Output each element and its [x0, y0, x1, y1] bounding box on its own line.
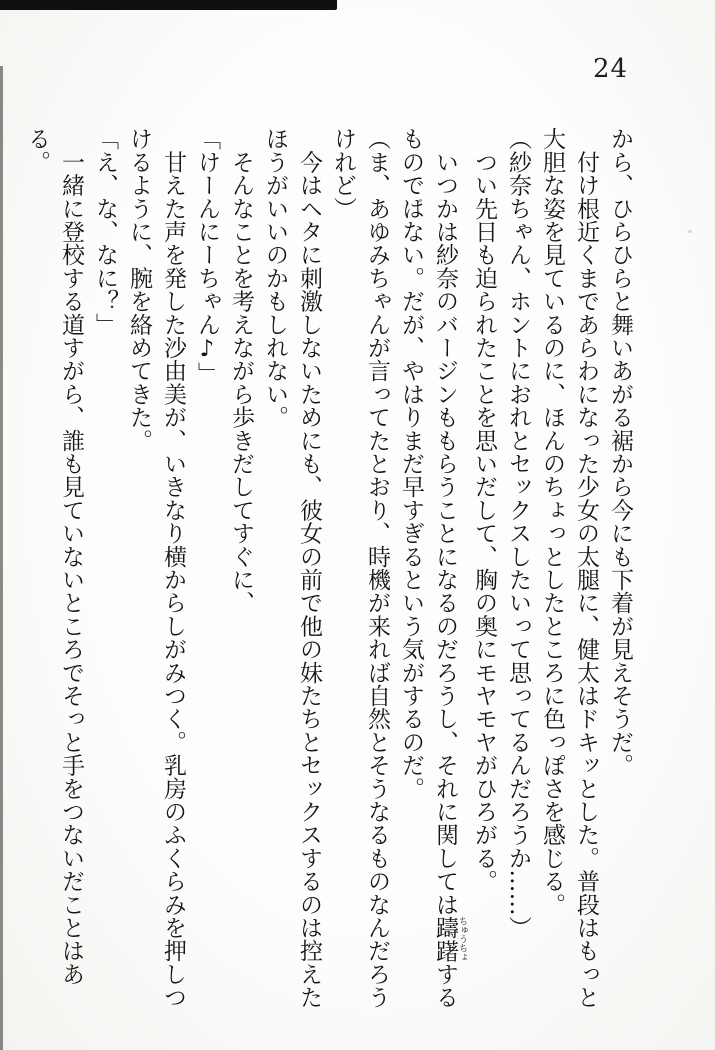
scan-speck [688, 230, 692, 233]
text-line: 一緒に登校する道すがら、誰も見ていないところでそっと手をつないだことはある。 [24, 127, 84, 986]
text-line: （ま、あゆみちゃんが言ってたとおり、時機が来れば自然とそうなるものなんだろう [364, 127, 390, 1009]
text-line: けれど） [330, 127, 356, 220]
text-line: いつかは紗奈のバージンももらうことになるのだろうし、それに関しては躊躇 ちゅうちょする [432, 127, 467, 1009]
page-number: 24 [593, 54, 629, 84]
text-block [20, 127, 637, 1013]
text-line: 付け根近くまであらわになった少女の太腿に、健太はドキッとした。普段はもっと [573, 127, 599, 1009]
text-line: 「え、な、なに？」 [92, 127, 118, 336]
text-line: 今はヘタに刺激しないためにも、彼女の前で他の妹たちとセックスするのは控えた [296, 127, 322, 1009]
text-line: そんなことを考えながら歩きだしてすぐに、 [228, 127, 254, 615]
text-line: 大胆な姿を見ているのに、ほんのちょっとしたところに色っぽさを感じる。 [539, 127, 565, 916]
text-line: （紗奈ちゃん、ホントにおれとセックスしたいって思ってるんだろうか……） [505, 127, 531, 939]
text-line: ものではない。だが、やはりまだ早すぎるという気がするのだ。 [398, 127, 424, 800]
text-line: けるように、腕を絡めてきた。 [126, 127, 152, 452]
text-line: 甘えた声を発した沙由美が、いきなり横からしがみつく。乳房のふくらみを押しつ [160, 127, 186, 1009]
furigana-term: 躊躇 ちゅうちょ [432, 915, 467, 963]
text-line: つい先日も迫られたことを思いだして、胸の奥にモヤモヤがひろがる。 [471, 127, 497, 893]
text-line: ほうがいいのかもしれない。 [262, 127, 288, 429]
text-line: 「けーんにーちゃん♪」 [194, 127, 220, 386]
scan-artifact-top-bar [0, 0, 337, 10]
scan-artifact-left-edge [0, 66, 3, 1050]
text-line: から、ひらひらと舞いあがる裾から今にも下着が見えそうだ。 [607, 127, 633, 777]
